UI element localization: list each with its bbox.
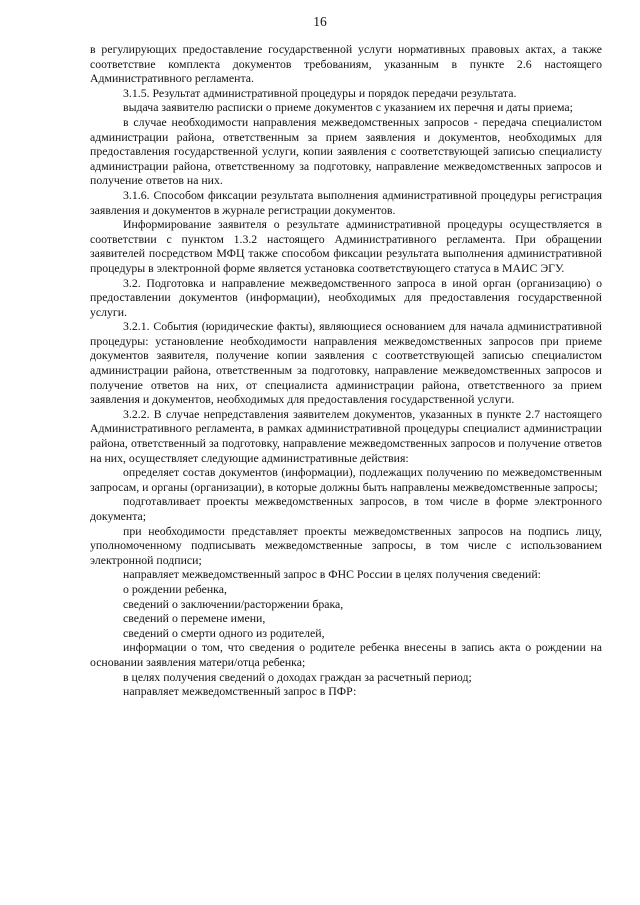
paragraph: 3.2. Подготовка и направление межведомственного запроса в иной орган (организацию) о предоставлении документов (информации), необходимых для предоставления государственной услуги. <box>90 275 602 319</box>
paragraph: сведений о смерти одного из родителей, <box>123 625 325 640</box>
paragraph: сведений о заключении/расторжении брака, <box>123 596 344 611</box>
paragraph: о рождении ребенка, <box>123 581 227 596</box>
paragraph: в регулирующих предоставление государственной услуги нормативных правовых актах, а также соответствие комплекта документов требованиям, указанным в пункте 2.6 настоящего Административного регламента. <box>90 42 602 86</box>
paragraph: информации о том, что сведения о родителе ребенка внесены в запись акта о рождении на основании заявления матери/отца ребенка; <box>90 640 602 669</box>
paragraph: в целях получения сведений о доходах граждан за расчетный период; <box>123 669 472 684</box>
paragraph: выдача заявителю расписки о приеме документов с указанием их перечня и даты приема; <box>123 100 573 115</box>
paragraph: подготавливает проекты межведомственных запросов, в том числе в форме электронного документа; <box>90 494 602 523</box>
paragraph: определяет состав документов (информации), подлежащих получению по межведомственным запросам, и органы (организации), в которые должны быть направлены межведомственные запросы; <box>90 465 602 494</box>
paragraph: 3.1.5. Результат административной процедуры и порядок передачи результата. <box>123 85 517 100</box>
paragraph: 3.2.2. В случае непредставления заявителем документов, указанных в пункте 2.7 настоящего Административного регламента, в рамках административной процедуры специалист администрации района, ответственный за подготовку, направление межведомственных запросов и получение ответов на них, осуществляет следующие административные действия: <box>90 406 602 465</box>
paragraph: в случае необходимости направления межведомственных запросов - передача специалистом администрации района, ответственным за прием заявления и документов, необходимых для предоставления государственной услуги, копии заявления с соответствующей записью специалисту администрации района, ответственному за подготовку, направление межведомственных запросов и получение ответов на них. <box>90 114 602 188</box>
body-text <box>90 42 602 699</box>
paragraph: при необходимости представляет проекты межведомственных запросов на подпись лицу, уполномоченному подписывать межведомственные запросы, в том числе с использованием электронной подписи; <box>90 523 602 567</box>
paragraph: 3.2.1. События (юридические факты), являющиеся основанием для начала административной процедуры: установление необходимости направления межведомственных запросов при приеме документов заявителя, получение копии заявления с соответствующей записью специалистом администрации района, ответственным за подготовку, направление межведомственных запросов и получение ответов на них, от специалиста администрации района, ответственного за прием заявления и документов, необходимых для предоставления государственной услуги. <box>90 319 602 407</box>
page-number: 16 <box>313 14 327 29</box>
paragraph: 3.1.6. Способом фиксации результата выполнения административной процедуры регистрация заявления и документов в журнале регистрации документов. <box>90 187 602 217</box>
paragraph: Информирование заявителя о результате административной процедуры осуществляется в соответствии с пунктом 1.3.2 настоящего Административного регламента. При обращении заявителей посредством МФЦ также способом фиксации результата выполнения административной процедуры в электронной форме является установка соответствующего статуса в МАИС ЭГУ. <box>90 217 602 275</box>
paragraph: сведений о перемене имени, <box>123 611 266 626</box>
paragraph: направляет межведомственный запрос в ПФР: <box>123 684 357 699</box>
paragraph: направляет межведомственный запрос в ФНС России в целях получения сведений: <box>123 567 541 582</box>
